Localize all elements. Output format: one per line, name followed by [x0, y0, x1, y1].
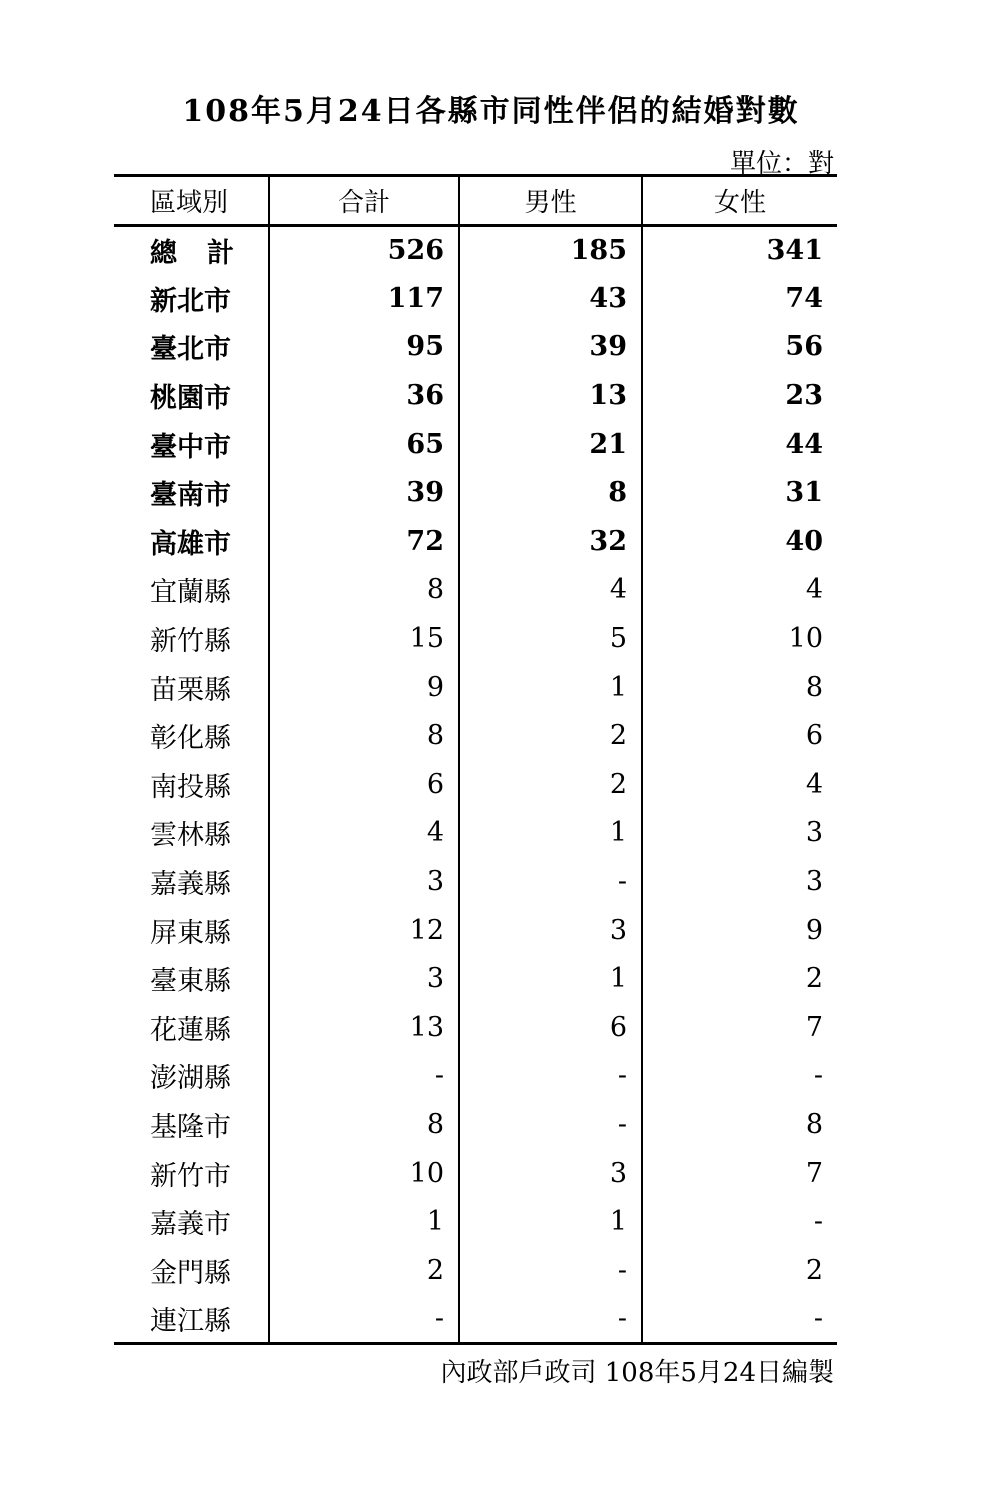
region-cell: 桃園市 — [150, 383, 231, 415]
table-row — [114, 954, 837, 1003]
table-body — [114, 226, 837, 1344]
total-cell: 39 — [269, 468, 459, 517]
female-cell: 9 — [642, 906, 837, 955]
table-row — [114, 1100, 837, 1149]
table-row — [114, 614, 837, 663]
region-cell: 彰化縣 — [150, 723, 231, 755]
header-total: 合計 — [269, 176, 459, 226]
female-cell: 56 — [642, 323, 837, 372]
region-cell: 澎湖縣 — [150, 1063, 231, 1095]
region-cell: 臺北市 — [150, 334, 231, 366]
female-cell: 4 — [642, 566, 837, 615]
header-region: 區域別 — [114, 176, 269, 226]
female-cell: 7 — [642, 1003, 837, 1052]
female-cell: 6 — [642, 711, 837, 760]
total-cell: 117 — [269, 274, 459, 323]
region-cell: 金門縣 — [150, 1257, 231, 1289]
total-cell: 65 — [269, 420, 459, 469]
total-label: 總計 — [150, 238, 264, 270]
region-cell: 臺中市 — [150, 431, 231, 463]
female-cell: 74 — [642, 274, 837, 323]
total-cell: 9 — [269, 663, 459, 712]
total-cell: 95 — [269, 323, 459, 372]
region-cell: 嘉義縣 — [150, 869, 231, 901]
female-cell: 31 — [642, 468, 837, 517]
male-cell: 3 — [459, 1149, 642, 1198]
total-cell: - — [269, 1052, 459, 1101]
male-cell: - — [459, 1246, 642, 1295]
male-cell: 43 — [459, 274, 642, 323]
table-row — [114, 468, 837, 517]
region-cell: 臺東縣 — [150, 966, 231, 998]
table-header-row — [114, 176, 837, 226]
region-cell: 臺南市 — [150, 480, 231, 512]
female-cell: 44 — [642, 420, 837, 469]
female-cell: 23 — [642, 371, 837, 420]
region-cell: 新北市 — [150, 285, 231, 317]
total-cell: 4 — [269, 809, 459, 858]
male-cell: 2 — [459, 760, 642, 809]
header-male: 男性 — [459, 176, 642, 226]
male-cell: 39 — [459, 323, 642, 372]
table-row — [114, 226, 837, 275]
region-cell: 宜蘭縣 — [150, 577, 231, 609]
region-cell: 屏東縣 — [150, 917, 231, 949]
female-cell: 8 — [642, 1100, 837, 1149]
female-cell: 3 — [642, 809, 837, 858]
male-cell: 5 — [459, 614, 642, 663]
male-cell: 185 — [459, 226, 642, 275]
female-cell: 4 — [642, 760, 837, 809]
female-cell: 8 — [642, 663, 837, 712]
male-cell: 1 — [459, 663, 642, 712]
region-cell — [114, 226, 269, 275]
table-row — [114, 809, 837, 858]
marriage-count-table — [114, 174, 837, 1345]
total-cell: 3 — [269, 954, 459, 1003]
female-cell: - — [642, 1052, 837, 1101]
table-row — [114, 760, 837, 809]
female-cell: 2 — [642, 954, 837, 1003]
male-cell: - — [459, 857, 642, 906]
region-cell: 苗栗縣 — [150, 674, 231, 706]
table-row — [114, 274, 837, 323]
male-cell: 21 — [459, 420, 642, 469]
table-row — [114, 1003, 837, 1052]
total-cell: 1 — [269, 1197, 459, 1246]
female-cell: 2 — [642, 1246, 837, 1295]
table-row — [114, 323, 837, 372]
region-cell: 新竹縣 — [150, 626, 231, 658]
total-cell: 36 — [269, 371, 459, 420]
male-cell: 6 — [459, 1003, 642, 1052]
table-row — [114, 711, 837, 760]
total-cell: 6 — [269, 760, 459, 809]
total-cell: 12 — [269, 906, 459, 955]
table-row — [114, 566, 837, 615]
page-title: 108年5月24日各縣市同性伴侶的結婚對數 — [182, 94, 800, 129]
male-cell: 32 — [459, 517, 642, 566]
total-cell: 8 — [269, 711, 459, 760]
region-cell: 新竹市 — [150, 1160, 231, 1192]
male-cell: 1 — [459, 809, 642, 858]
female-cell: - — [642, 1197, 837, 1246]
region-cell: 南投縣 — [150, 771, 231, 803]
male-cell: 1 — [459, 1197, 642, 1246]
table-row — [114, 857, 837, 906]
table-row — [114, 371, 837, 420]
table-row — [114, 1246, 837, 1295]
total-cell: 15 — [269, 614, 459, 663]
male-cell: - — [459, 1052, 642, 1101]
male-cell: - — [459, 1295, 642, 1344]
region-cell: 基隆市 — [150, 1111, 231, 1143]
table-row — [114, 906, 837, 955]
female-cell: 341 — [642, 226, 837, 275]
male-cell: 4 — [459, 566, 642, 615]
total-cell: 72 — [269, 517, 459, 566]
total-cell: 8 — [269, 566, 459, 615]
total-cell: 2 — [269, 1246, 459, 1295]
male-cell: - — [459, 1100, 642, 1149]
total-cell: 8 — [269, 1100, 459, 1149]
male-cell: 13 — [459, 371, 642, 420]
female-cell: 7 — [642, 1149, 837, 1198]
table-row — [114, 1295, 837, 1344]
total-cell: 13 — [269, 1003, 459, 1052]
table-row — [114, 1149, 837, 1198]
footer-note: 內政部戶政司 108年5月24日編製 — [440, 1358, 834, 1388]
region-cell: 雲林縣 — [150, 820, 231, 852]
female-cell: 3 — [642, 857, 837, 906]
region-cell: 連江縣 — [114, 1295, 269, 1344]
table-row — [114, 663, 837, 712]
region-cell: 嘉義市 — [150, 1209, 231, 1241]
region-cell: 高雄市 — [150, 528, 231, 560]
unit-label: 單位：對 — [729, 149, 834, 179]
male-cell: 2 — [459, 711, 642, 760]
female-cell: - — [642, 1295, 837, 1344]
table-row — [114, 420, 837, 469]
female-cell: 40 — [642, 517, 837, 566]
total-cell: - — [269, 1295, 459, 1344]
female-cell: 10 — [642, 614, 837, 663]
region-cell: 花蓮縣 — [150, 1014, 231, 1046]
male-cell: 3 — [459, 906, 642, 955]
male-cell: 8 — [459, 468, 642, 517]
male-cell: 1 — [459, 954, 642, 1003]
table-row — [114, 1052, 837, 1101]
table-row — [114, 517, 837, 566]
total-cell: 10 — [269, 1149, 459, 1198]
header-female: 女性 — [642, 176, 837, 226]
total-cell: 3 — [269, 857, 459, 906]
total-cell: 526 — [269, 226, 459, 275]
table-row — [114, 1197, 837, 1246]
